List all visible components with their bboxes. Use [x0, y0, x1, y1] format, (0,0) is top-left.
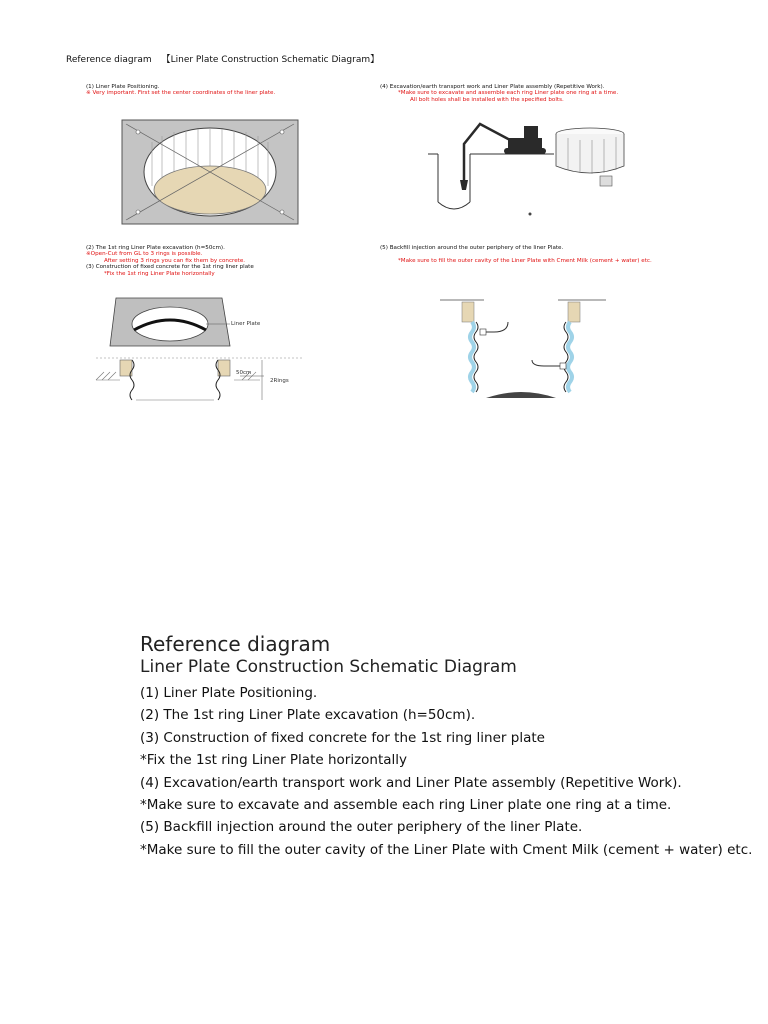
q2-caption	[86, 245, 254, 277]
q1-note: ※ Very important. First set the center coordinates of the liner plate.	[86, 90, 276, 97]
q5-backfill-figure	[436, 294, 612, 406]
reference-heading: Reference diagram	[140, 632, 331, 656]
q2-note1: ※Open-Cut from GL to 3 rings is possible.	[86, 251, 203, 258]
q3-title: (3) Construction of fixed concrete for the 1st ring liner plate	[86, 264, 254, 271]
q1-caption	[86, 84, 275, 97]
q5-caption	[380, 245, 652, 264]
dim-50cm-label: 50cm	[236, 370, 252, 376]
q2-note2: After setting 3 rings you can fix them by concrete.	[104, 257, 246, 264]
reference-item: *Make sure to fill the outer cavity of the Liner Plate with Cment Milk (cement + water) etc.	[140, 841, 753, 858]
q5-note: *Make sure to fill the outer cavity of the Liner Plate with Cment Milk (cement + water) etc.	[398, 257, 652, 264]
reference-item: (3) Construction of fixed concrete for the 1st ring liner plate	[140, 729, 545, 746]
q4-note2: All bolt holes shall be installed with the specified bolts.	[410, 96, 564, 103]
reference-item: (1) Liner Plate Positioning.	[140, 685, 318, 701]
q4-note1: *Make sure to excavate and assemble each ring Liner plate one ring at a time.	[398, 90, 619, 97]
q4-caption	[380, 84, 618, 103]
reference-subheading: Liner Plate Construction Schematic Diagram	[140, 657, 517, 677]
reference-item: (5) Backfill injection around the outer periphery of the liner Plate.	[140, 819, 583, 836]
q5-title: (5) Backfill injection around the outer periphery of the liner Plate.	[380, 245, 564, 251]
header-title: Reference diagram	[66, 55, 152, 65]
q4-excavation-figure	[424, 118, 636, 220]
q2-first-ring-figure	[94, 294, 306, 406]
q4-title: (4) Excavation/earth transport work and Liner Plate assembly (Repetitive Work).	[380, 84, 605, 90]
q3-note: *Fix the 1st ring Liner Plate horizontally	[104, 270, 215, 277]
q1-title: (1) Liner Plate Positioning.	[86, 84, 160, 90]
page-header	[66, 52, 379, 65]
reference-item: *Fix the 1st ring Liner Plate horizontally	[140, 752, 408, 769]
liner-plate-label: Liner Plate	[231, 321, 261, 327]
reference-item: (2) The 1st ring Liner Plate excavation (h=50cm).	[140, 707, 476, 724]
header-subtitle: 【Liner Plate Construction Schematic Diagram】	[161, 55, 380, 65]
dim-2rings-label: 2Rings	[270, 378, 289, 384]
q1-positioning-figure	[122, 120, 298, 224]
reference-item: (4) Excavation/earth transport work and Liner Plate assembly (Repetitive Work).	[140, 774, 682, 791]
q2-title: (2) The 1st ring Liner Plate excavation (h=50cm).	[86, 245, 225, 251]
reference-text-block	[140, 632, 753, 861]
reference-item: *Make sure to excavate and assemble each ring Liner plate one ring at a time.	[140, 797, 672, 814]
